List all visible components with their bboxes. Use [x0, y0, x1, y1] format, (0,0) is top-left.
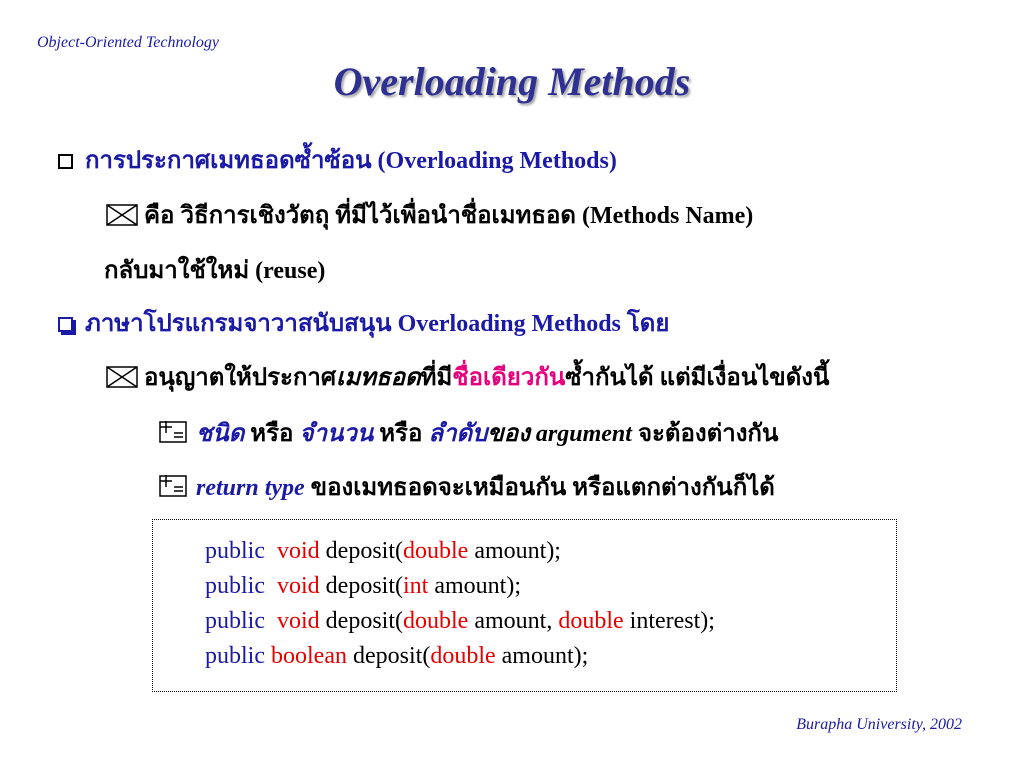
- condition-2: [158, 467, 775, 506]
- condition-1-order: ลำดับ: [428, 421, 488, 447]
- code-method-name: deposit(: [352, 643, 431, 669]
- condition-1-of: ของ: [487, 421, 530, 447]
- bullet-1-eng: (Overloading Methods): [377, 148, 617, 174]
- code-rest: amount);: [428, 573, 521, 599]
- shadow-square-bullet-icon: [58, 317, 73, 332]
- bullet-1-sub-text-c: กลับมาใช้ใหม่: [104, 258, 250, 284]
- code-box: [152, 519, 897, 692]
- code-rest: amount);: [495, 643, 589, 669]
- bullet-2-sub-part3: ที่มี: [420, 365, 453, 391]
- code-line-1: [205, 538, 561, 565]
- bullet-2: [58, 303, 669, 342]
- condition-1-must-differ: จะต้องต่างกัน: [637, 421, 779, 447]
- bullet-2-sub-part4: ชื่อเดียวกัน: [452, 365, 566, 391]
- footer: Burapha University, 2002: [796, 716, 962, 733]
- envelope-icon: [106, 204, 138, 226]
- code-method-name: deposit(: [325, 608, 403, 634]
- code-param-type: double: [403, 608, 469, 634]
- code-param-type: int: [403, 573, 429, 599]
- code-modifier: public: [205, 573, 265, 599]
- bullet-2-thai-end: โดย: [626, 311, 670, 337]
- code-line-4: [205, 643, 588, 670]
- bullet-2-sub-part1: อนุญาตให้ประกาศ: [144, 365, 337, 391]
- course-header: Object-Oriented Technology: [37, 34, 220, 51]
- condition-1-argument: argument: [535, 421, 632, 447]
- bullet-1-sub-line-1: [106, 195, 753, 234]
- code-return-type: void: [277, 608, 320, 634]
- code-param-type: double: [430, 643, 496, 669]
- bullet-1-sub-line-2: [104, 250, 325, 289]
- code-return-type: boolean: [271, 643, 347, 669]
- bullet-1-sub-text-d: (reuse): [255, 258, 326, 284]
- page-title: Overloading Methods: [333, 59, 691, 104]
- bullet-1: [58, 140, 617, 179]
- code-rest: amount);: [468, 538, 561, 564]
- envelope-icon: [106, 366, 138, 388]
- code-line-3: [205, 608, 715, 635]
- code-param-type-2: double: [558, 608, 624, 634]
- bullet-2-sub-part5: ซ้ำกันได้ แต่มีเงื่อนไขดังนี้: [565, 365, 830, 391]
- code-method-name: deposit(: [325, 538, 403, 564]
- bullet-2-sub-part2: เมทธอด: [336, 365, 421, 391]
- bullet-1-sub-text-b: (Methods Name): [582, 203, 754, 229]
- code-modifier: public: [205, 643, 265, 669]
- bullet-1-sub-text-a: คือ วิธีการเชิงวัตถุ ที่มีไว้เพื่อนำชื่อเมทธอด: [144, 203, 576, 229]
- code-return-type: void: [277, 573, 320, 599]
- code-param-type: double: [403, 538, 469, 564]
- condition-1-or-2: หรือ: [379, 421, 423, 447]
- condition-1-or-1: หรือ: [250, 421, 294, 447]
- condition-1-type: ชนิด: [196, 421, 245, 447]
- code-rest: amount,: [468, 608, 559, 634]
- condition-1: [158, 413, 778, 452]
- bullet-1-thai: การประกาศเมทธอดซ้ำซ้อน: [85, 148, 372, 174]
- bullet-2-sub-line: [106, 357, 829, 396]
- code-modifier: public: [205, 608, 265, 634]
- bullet-2-thai: ภาษาโปรแกรมจาวาสนับสนุน: [85, 311, 392, 337]
- condition-1-count: จำนวน: [299, 421, 374, 447]
- condition-2-text: ของเมทธอดจะเหมือนกัน หรือแตกต่างกันก็ได้: [310, 475, 775, 501]
- code-method-name: deposit(: [325, 573, 403, 599]
- checkbox-bullet-icon: [58, 154, 73, 169]
- code-line-2: [205, 573, 521, 600]
- code-return-type: void: [277, 538, 320, 564]
- memo-icon: [158, 420, 188, 444]
- bullet-2-eng: Overloading Methods: [397, 311, 621, 337]
- code-rest-2: interest);: [623, 608, 715, 634]
- memo-icon: [158, 474, 188, 498]
- code-modifier: public: [205, 538, 265, 564]
- condition-2-return-type: return type: [196, 475, 305, 501]
